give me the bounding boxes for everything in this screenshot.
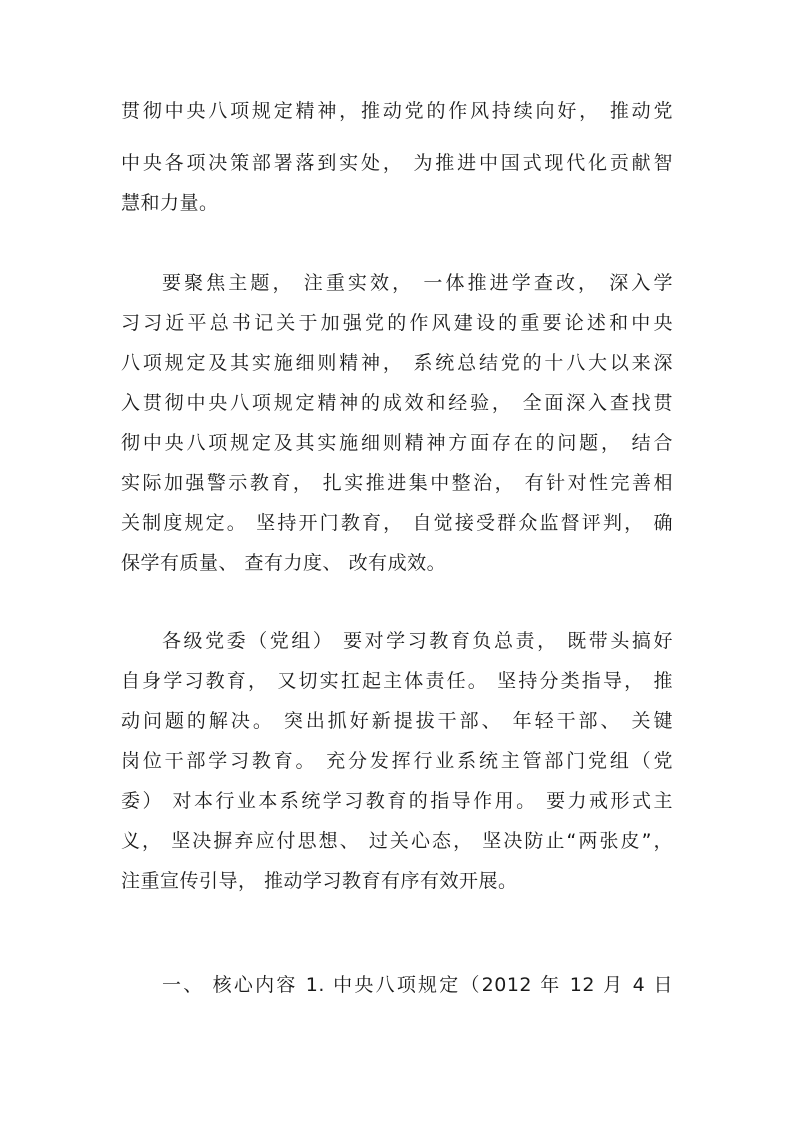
paragraph-2-line-3: 八项规定及其实施细则精神， 系统总结党的十八大以来深 xyxy=(121,352,673,374)
paragraph-3-line-3: 动问题的解决。 突出抓好新提拔干部、 年轻干部、 关键 xyxy=(121,710,673,732)
paragraph-2-line-4: 入贯彻中央八项规定精神的成效和经验， 全面深入查找贯 xyxy=(121,392,673,414)
paragraph-1-line-3: 慧和力量。 xyxy=(121,192,219,214)
paragraph-2-line-1: 要聚焦主题， 注重实效， 一体推进学查改， 深入学 xyxy=(162,272,673,294)
section-heading-line: 一、 核心内容 1. 中央八项规定（2012 年 12 月 4 日 xyxy=(162,974,673,996)
paragraph-2-line-5: 彻中央八项规定及其实施细则精神方面存在的问题， 结合 xyxy=(121,432,673,454)
paragraph-3-line-4: 岗位干部学习教育。 充分发挥行业系统主管部门党组（党 xyxy=(121,750,673,772)
paragraph-1-line-2: 中央各项决策部署落到实处， 为推进中国式现代化贡献智 xyxy=(121,152,673,174)
paragraph-3-line-7: 注重宣传引导， 推动学习教育有序有效开展。 xyxy=(121,870,518,892)
paragraph-3-line-2: 自身学习教育， 又切实扛起主体责任。 坚持分类指导， 推 xyxy=(121,670,673,692)
paragraph-2-line-6: 实际加强警示教育， 扎实推进集中整治， 有针对性完善相 xyxy=(121,472,673,494)
paragraph-1-line-1: 贯彻中央八项规定精神，推动党的作风持续向好， 推动党 xyxy=(121,100,673,122)
paragraph-2-line-8: 保学有质量、 查有力度、 改有成效。 xyxy=(121,552,447,574)
paragraph-3-line-6: 义， 坚决摒弃应付思想、 过关心态， 坚决防止“两张皮”， xyxy=(121,830,673,852)
paragraph-3-line-1: 各级党委（党组） 要对学习教育负总责， 既带头搞好 xyxy=(162,630,673,652)
paragraph-2-line-2: 习习近平总书记关于加强党的作风建设的重要论述和中央 xyxy=(121,312,673,334)
paragraph-2-line-7: 关制度规定。 坚持开门教育， 自觉接受群众监督评判， 确 xyxy=(121,512,673,534)
paragraph-3-line-5: 委） 对本行业本系统学习教育的指导作用。 要力戒形式主 xyxy=(121,790,673,812)
